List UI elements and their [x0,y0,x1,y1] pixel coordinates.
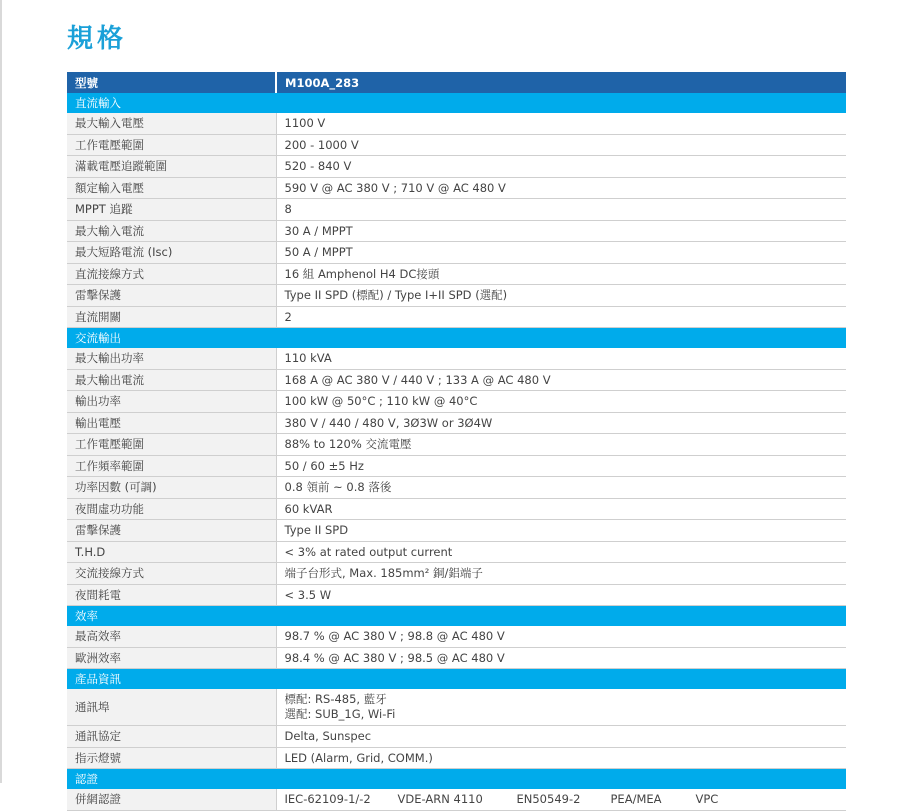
row-label: 工作頻率範圍 [67,455,276,477]
table-row [67,455,846,477]
table-row [67,689,846,726]
row-value: 98.4 % @ AC 380 V ; 98.5 @ AC 480 V [276,647,846,669]
row-value-line: 標配: RS-485, 藍牙 [284,692,387,706]
row-value: 380 V / 440 / 480 V, 3Ø3W or 3Ø4W [276,412,846,434]
row-value: 110 kVA [276,348,846,369]
row-value: LED (Alarm, Grid, COMM.) [276,747,846,769]
row-label: T.H.D [67,541,276,563]
table-row [67,584,846,606]
table-row [67,747,846,769]
row-label: 最大輸出功率 [67,348,276,369]
row-value: 2 [276,306,846,328]
cert-list [285,792,719,806]
row-value: 98.7 % @ AC 380 V ; 98.8 @ AC 480 V [276,626,846,647]
row-label: 歐洲效率 [67,647,276,669]
cert-item: VPC [695,792,719,807]
table-row [67,263,846,285]
table-row [67,156,846,178]
row-value: Type II SPD [276,520,846,542]
table-row [67,391,846,413]
row-value: < 3.5 W [276,584,846,606]
cert-item: PEA/MEA [610,792,662,807]
row-label: 通訊埠 [67,689,276,726]
section-ac-output [67,328,846,349]
row-label: 最大輸出電流 [67,369,276,391]
row-label: 輸出功率 [67,391,276,413]
section-title: 產品資訊 [67,669,846,690]
row-label: MPPT 追蹤 [67,199,276,221]
row-label: 直流開關 [67,306,276,328]
model-header-row [67,72,846,93]
row-label: 併網認證 [67,789,276,810]
row-value: 50 A / MPPT [276,242,846,264]
table-row [67,626,846,647]
row-value: 1100 V [276,113,846,134]
section-efficiency [67,606,846,627]
row-value [276,689,846,726]
table-row [67,789,846,810]
table-row [67,134,846,156]
row-label: 最大輸入電流 [67,220,276,242]
table-row [67,199,846,221]
row-label: 指示燈號 [67,747,276,769]
cert-item: IEC-62109-1/-2 [284,792,371,807]
row-label: 雷擊保護 [67,285,276,307]
section-title: 認證 [67,769,846,790]
table-row [67,498,846,520]
row-value: 30 A / MPPT [276,220,846,242]
row-value: 0.8 領前 ~ 0.8 落後 [276,477,846,499]
model-value: M100A_283 [276,72,846,93]
row-label: 直流接線方式 [67,263,276,285]
table-row [67,348,846,369]
row-label: 最大輸入電壓 [67,113,276,134]
table-row [67,412,846,434]
table-row [67,285,846,307]
row-value: 520 - 840 V [276,156,846,178]
spec-table [67,72,846,811]
table-row [67,177,846,199]
row-value: 端子台形式, Max. 185mm² 銅/鋁端子 [276,563,846,585]
row-label: 額定輸入電壓 [67,177,276,199]
table-row [67,242,846,264]
row-label: 通訊協定 [67,726,276,748]
row-value: 16 組 Amphenol H4 DC接頭 [276,263,846,285]
table-row [67,541,846,563]
page-title: 規格 [67,24,128,54]
row-value: < 3% at rated output current [276,541,846,563]
cert-item: EN50549-2 [516,792,581,807]
row-value: 100 kW @ 50°C ; 110 kW @ 40°C [276,391,846,413]
table-row [67,477,846,499]
row-value: Type II SPD (標配) / Type I+II SPD (選配) [276,285,846,307]
table-row [67,220,846,242]
table-row [67,369,846,391]
row-label: 功率因數 (可調) [67,477,276,499]
section-dc-input [67,93,846,113]
section-title: 效率 [67,606,846,627]
row-value: 88% to 120% 交流電壓 [276,434,846,456]
row-label: 輸出電壓 [67,412,276,434]
model-label: 型號 [67,72,276,93]
row-label: 最高效率 [67,626,276,647]
row-label: 工作電壓範圍 [67,434,276,456]
row-value: 8 [276,199,846,221]
row-label: 滿載電壓追蹤範圍 [67,156,276,178]
section-certification [67,769,846,790]
table-row [67,520,846,542]
row-value: Delta, Sunspec [276,726,846,748]
cert-item: VDE-ARN 4110 [397,792,483,807]
section-product-info [67,669,846,690]
row-label: 交流接線方式 [67,563,276,585]
table-row [67,113,846,134]
page-left-border [0,0,2,783]
row-value: 60 kVAR [276,498,846,520]
table-row [67,306,846,328]
table-row [67,563,846,585]
row-value: 200 - 1000 V [276,134,846,156]
row-value [276,789,846,810]
row-label: 最大短路電流 (Isc) [67,242,276,264]
row-value: 50 / 60 ±5 Hz [276,455,846,477]
section-title: 交流輸出 [67,328,846,349]
row-label: 夜間虛功功能 [67,498,276,520]
row-label: 工作電壓範圍 [67,134,276,156]
row-value: 168 A @ AC 380 V / 440 V ; 133 A @ AC 480 V [276,369,846,391]
row-label: 雷擊保護 [67,520,276,542]
table-row [67,434,846,456]
section-title: 直流輸入 [67,93,846,113]
row-value: 590 V @ AC 380 V ; 710 V @ AC 480 V [276,177,846,199]
table-row [67,647,846,669]
row-label: 夜間耗電 [67,584,276,606]
table-row [67,726,846,748]
row-value-line: 選配: SUB_1G, Wi-Fi [284,707,396,721]
